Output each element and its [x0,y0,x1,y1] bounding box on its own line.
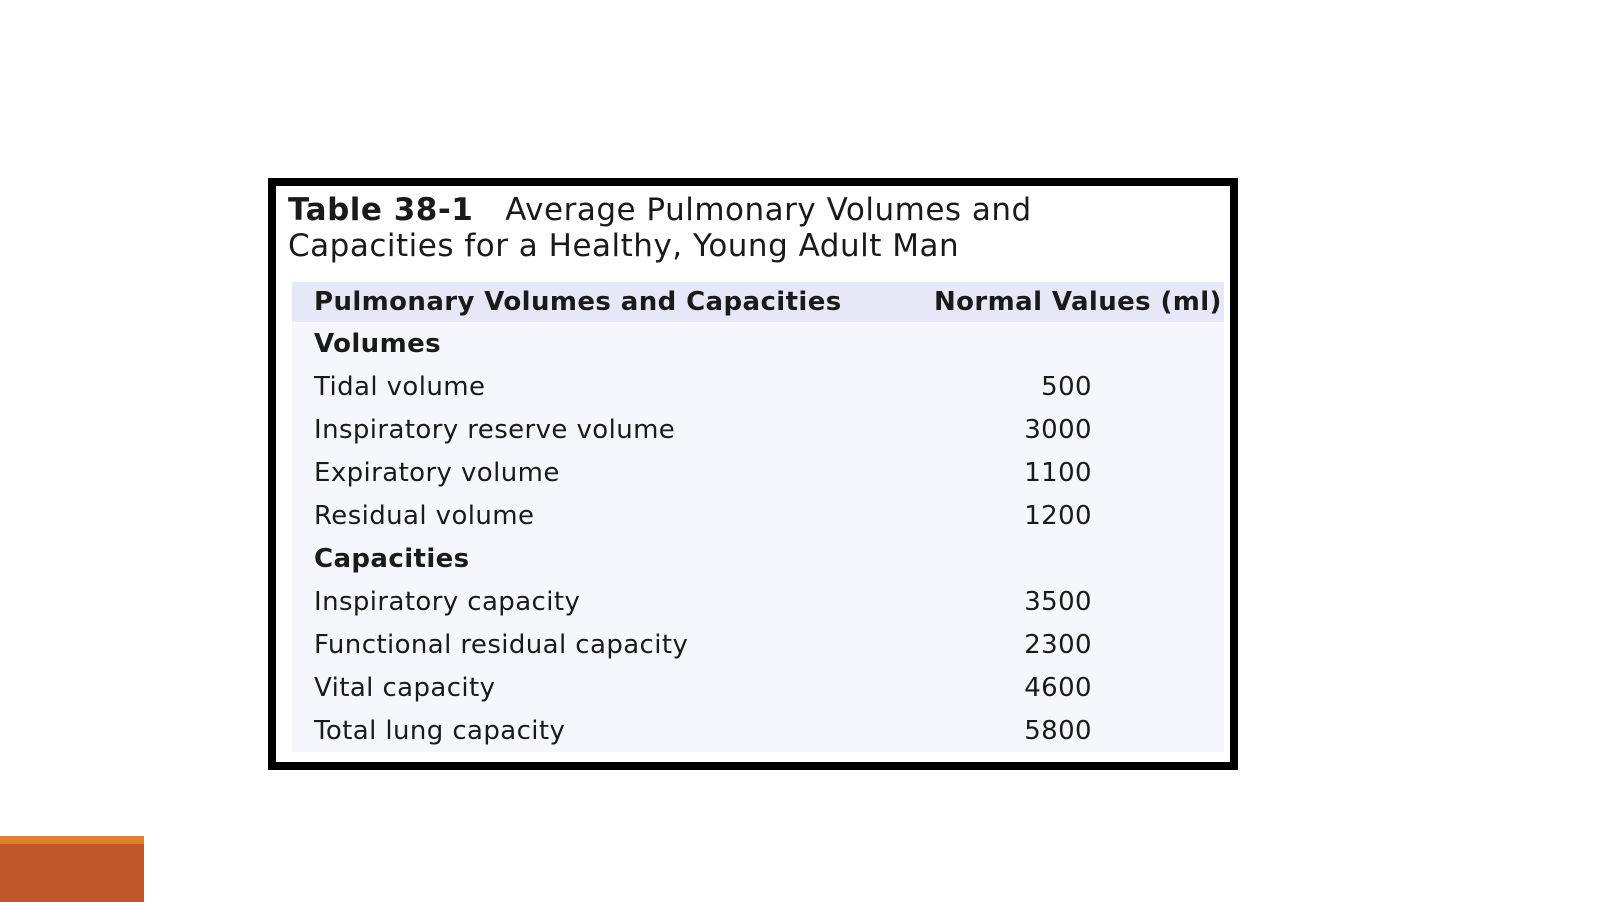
section-title: Capacities [314,543,470,574]
row-name: Total lung capacity [314,715,566,746]
row-value: 2300 [1024,629,1092,660]
row-name: Tidal volume [314,371,486,402]
row-value: 5800 [1024,715,1092,746]
row-value: 1100 [1024,457,1092,488]
row-name: Residual volume [314,500,535,531]
caption-line-1 [288,192,1032,228]
table-row [292,451,1224,494]
row-value: 1200 [1024,500,1092,531]
row-name: Inspiratory reserve volume [314,414,676,445]
table-caption [288,192,1032,264]
table-header-row [292,282,1224,322]
table-row [292,666,1224,709]
header-name: Pulmonary Volumes and Capacities [314,287,842,317]
pulmonary-table [292,282,1224,752]
row-value: 500 [1041,371,1092,402]
table-row [292,709,1224,752]
slide-accent-block [0,836,144,902]
row-value: 3000 [1024,414,1092,445]
section-row-capacities [292,537,1224,580]
row-name: Vital capacity [314,672,496,703]
section-title: Volumes [314,328,441,359]
section-row-volumes [292,322,1224,365]
table-row [292,494,1224,537]
caption-title-line1: Average Pulmonary Volumes and [505,192,1032,228]
row-name: Expiratory volume [314,457,560,488]
row-name: Functional residual capacity [314,629,689,660]
row-name: Inspiratory capacity [314,586,581,617]
table-row [292,408,1224,451]
caption-title-line2: Capacities for a Healthy, Young Adult Man [288,228,960,264]
header-value: Normal Values (ml) [934,287,1222,317]
table-frame [268,178,1238,770]
table-number: Table 38-1 [288,192,474,228]
table-row [292,580,1224,623]
table-row [292,365,1224,408]
row-value: 3500 [1024,586,1092,617]
table-row [292,623,1224,666]
row-value: 4600 [1024,672,1092,703]
